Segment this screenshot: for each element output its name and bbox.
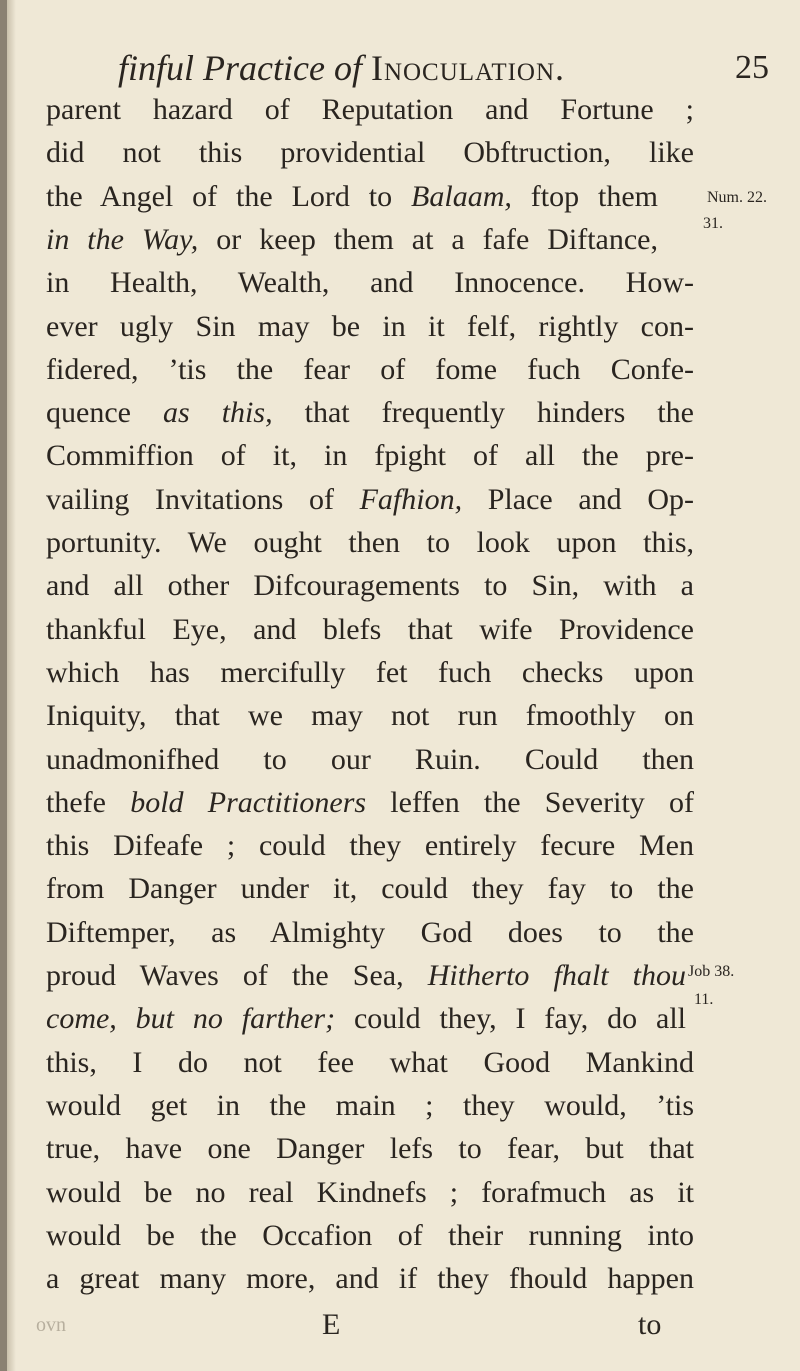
text-run: a great many more, and if they fhould happen	[46, 1262, 694, 1296]
text-run: did not this providential Obftruction, like	[46, 136, 694, 170]
running-head-italic: finful Practice of	[118, 48, 362, 88]
text-line	[46, 1170, 694, 1216]
italic-text: Fafhion,	[359, 482, 463, 516]
margin-note-num: Num. 22.	[707, 189, 767, 206]
italic-text: in the Way,	[46, 222, 199, 256]
text-line	[46, 260, 694, 306]
signature-mark: E	[322, 1308, 341, 1341]
text-line	[46, 87, 694, 133]
text-run: thankful Eye, and blefs that wife Providence	[46, 612, 694, 646]
text-run: could they, I fay, do all	[335, 1002, 686, 1036]
text-run: Iniquity, that we may not run fmoothly on	[46, 699, 694, 733]
italic-text: Hitherto fhalt thou	[427, 959, 686, 992]
catchword: to	[638, 1308, 662, 1341]
italic-text: come, but no farther;	[46, 1002, 336, 1036]
text-run: which has mercifully fet fuch checks upon	[46, 655, 694, 689]
text-run: vailing Invitations of	[46, 482, 360, 516]
italic-text: as this,	[163, 396, 273, 430]
text-line	[46, 953, 686, 999]
text-run: the Angel of the Lord to	[46, 179, 412, 213]
text-run: this Difeafe ; could they entirely fecure Men	[46, 829, 694, 863]
text-line	[46, 477, 694, 523]
text-line	[46, 910, 694, 956]
text-line	[46, 607, 694, 653]
text-line	[46, 1126, 694, 1172]
text-run: unadmonifhed to our Ruin. Could then	[46, 742, 694, 776]
italic-text: Balaam,	[411, 179, 512, 213]
text-run: that frequently hinders the	[272, 396, 694, 430]
text-run: leffen the Severity of	[366, 785, 694, 819]
text-line	[46, 1083, 694, 1129]
margin-note-num-verse: 31.	[703, 215, 723, 232]
text-run: parent hazard of Reputation and Fortune ;	[46, 93, 694, 126]
text-line	[46, 563, 694, 609]
text-line	[46, 347, 694, 393]
text-run: Diftemper, as Almighty God does to the	[46, 915, 694, 949]
text-line	[46, 823, 694, 869]
text-line	[46, 693, 694, 739]
margin-note-job-verse: 11.	[694, 991, 714, 1008]
text-line	[46, 130, 694, 176]
text-run: fidered, ’tis the fear of fome fuch Confe-	[46, 352, 694, 386]
text-run: Commiffion of it, in fpight of all the pre-	[46, 439, 694, 473]
text-line	[46, 217, 658, 263]
text-run: in Health, Wealth, and Innocence. How-	[46, 266, 694, 300]
text-run: this, I do not fee what Good Mankind	[46, 1045, 694, 1079]
text-run: ftop them	[511, 179, 658, 213]
text-run: and all other Difcouragements to Sin, with a	[46, 569, 694, 603]
margin-note-job: Job 38.	[688, 963, 735, 980]
running-head-caps: Inoculation.	[370, 48, 566, 88]
text-line	[46, 996, 686, 1042]
text-run: quence	[46, 396, 163, 430]
text-line	[46, 304, 694, 350]
text-run: thefe	[46, 785, 131, 819]
italic-text: bold Practitioners	[130, 785, 367, 819]
text-run: ever ugly Sin may be in it felf, rightly con-	[46, 309, 694, 343]
text-line	[46, 390, 694, 436]
text-line	[46, 520, 694, 566]
text-line	[46, 737, 694, 783]
text-run: Place and Op-	[462, 482, 694, 516]
text-line	[46, 1256, 694, 1302]
page-number: 25	[735, 49, 769, 86]
text-line	[46, 1040, 694, 1086]
text-line	[46, 433, 694, 479]
text-line	[46, 1213, 694, 1259]
text-run: portunity. We ought then to look upon this,	[46, 526, 694, 559]
text-run: true, have one Danger lefs to fear, but that	[46, 1132, 694, 1166]
signature-faint: ovn	[36, 1314, 66, 1336]
text-line	[46, 866, 694, 912]
text-run: would be the Occafion of their running into	[46, 1218, 694, 1252]
text-line	[46, 650, 694, 696]
text-run: proud Waves of the Sea,	[46, 959, 428, 992]
text-line	[46, 174, 658, 220]
text-run: would be no real Kindnefs ; forafmuch as it	[46, 1175, 694, 1209]
text-run: from Danger under it, could they fay to the	[46, 872, 694, 906]
text-run: or keep them at a fafe Diftance,	[198, 222, 658, 256]
text-run: would get in the main ; they would, ’tis	[46, 1088, 694, 1122]
text-line	[46, 780, 694, 826]
